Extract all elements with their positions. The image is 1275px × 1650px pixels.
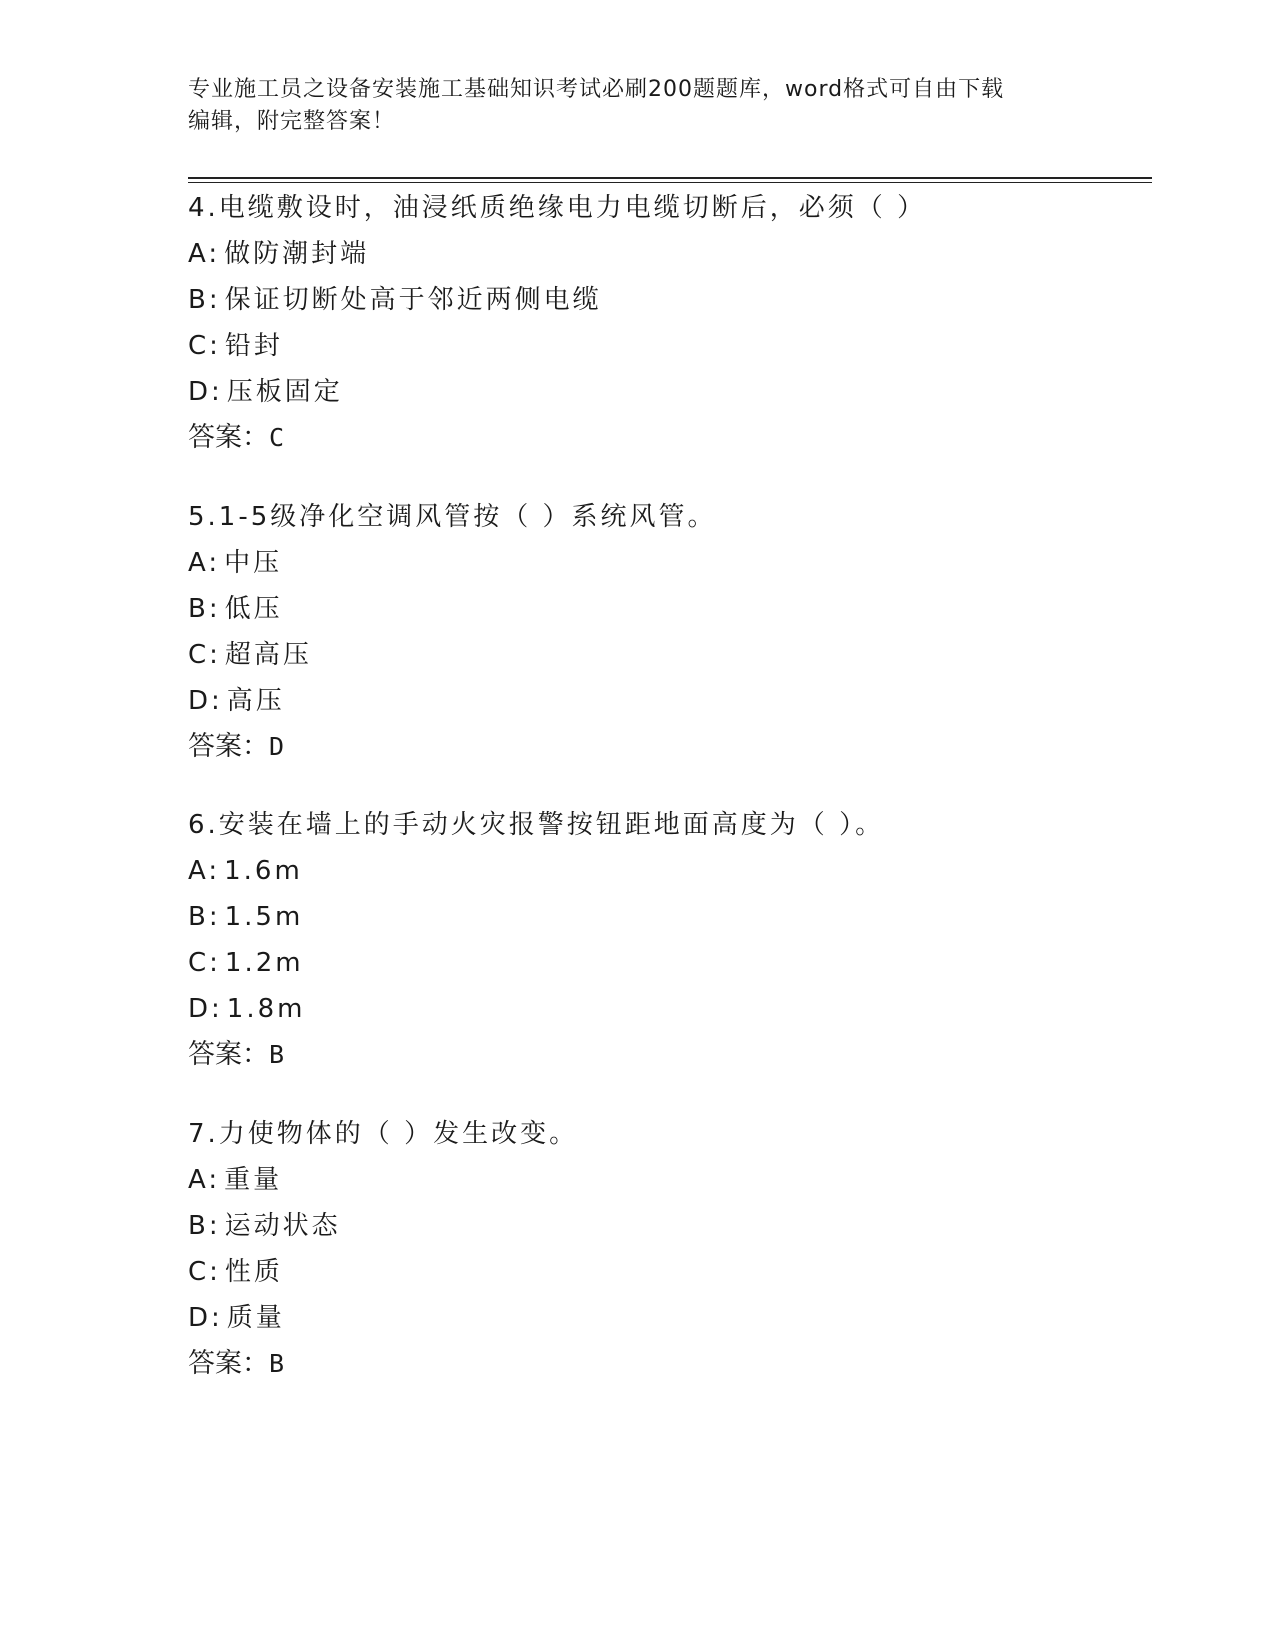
option-text: 保证切断处高于邻近两侧电缆 (224, 285, 602, 315)
option-text: 重量 (224, 1165, 283, 1195)
option-b (188, 894, 1148, 940)
answer-line (188, 415, 1148, 461)
document-header (188, 74, 1088, 138)
option-a (188, 540, 1148, 586)
option-letter: C: (188, 1257, 221, 1287)
option-letter: D: (188, 686, 223, 716)
option-b (188, 277, 1148, 323)
option-d (188, 1295, 1148, 1341)
question-stem: 6.安装在墙上的手动火灾报警按钮距地面高度为（ ）。 (188, 810, 885, 840)
question-block (188, 494, 1148, 770)
option-c (188, 940, 1148, 986)
option-text: 运动状态 (224, 1211, 341, 1241)
option-text: 低压 (224, 594, 283, 624)
option-letter: C: (188, 331, 221, 361)
option-letter: B: (188, 902, 221, 932)
option-a (188, 231, 1148, 277)
answer-line (188, 1341, 1148, 1387)
question-stem: 4.电缆敷设时，油浸纸质绝缘电力电缆切断后，必须（ ） (188, 193, 927, 223)
option-c (188, 1249, 1148, 1295)
header-line-1: 专业施工员之设备安装施工基础知识考试必刷200题题库，word格式可自由下载 (188, 77, 1005, 102)
option-b (188, 586, 1148, 632)
option-letter: A: (188, 548, 221, 578)
option-a (188, 848, 1148, 894)
option-letter: C: (188, 640, 221, 670)
option-letter: D: (188, 377, 223, 407)
header-line-2: 编辑，附完整答案！ (188, 109, 396, 134)
option-text: 1.8m (226, 994, 306, 1024)
answer-value: B (269, 1349, 285, 1378)
question-block (188, 1111, 1148, 1387)
option-text: 超高压 (224, 640, 312, 670)
question-block (188, 802, 1148, 1078)
option-letter: B: (188, 594, 221, 624)
answer-value: C (269, 423, 285, 452)
option-text: 压板固定 (226, 377, 343, 407)
header-divider-thick (188, 177, 1152, 179)
option-letter: B: (188, 1211, 221, 1241)
option-d (188, 369, 1148, 415)
option-text: 1.2m (224, 948, 304, 978)
option-text: 高压 (226, 686, 285, 716)
answer-label: 答案： (188, 731, 269, 762)
question-block (188, 185, 1148, 461)
answer-label: 答案： (188, 422, 269, 453)
answer-label: 答案： (188, 1039, 269, 1070)
header-divider-thin (188, 182, 1152, 183)
option-b (188, 1203, 1148, 1249)
option-letter: C: (188, 948, 221, 978)
option-c (188, 632, 1148, 678)
answer-line (188, 724, 1148, 770)
option-letter: A: (188, 239, 221, 269)
option-text: 铅封 (224, 331, 283, 361)
option-text: 质量 (226, 1303, 285, 1333)
question-stem: 5.1-5级净化空调风管按（ ）系统风管。 (188, 502, 717, 532)
option-text: 中压 (224, 548, 283, 578)
answer-label: 答案： (188, 1348, 269, 1379)
option-text: 1.6m (224, 856, 303, 886)
option-d (188, 986, 1148, 1032)
option-letter: B: (188, 285, 221, 315)
option-text: 性质 (224, 1257, 283, 1287)
option-text: 1.5m (224, 902, 304, 932)
option-letter: D: (188, 1303, 223, 1333)
option-c (188, 323, 1148, 369)
option-letter: A: (188, 856, 221, 886)
question-stem: 7.力使物体的（ ）发生改变。 (188, 1119, 579, 1149)
answer-line (188, 1032, 1148, 1078)
option-a (188, 1157, 1148, 1203)
option-d (188, 678, 1148, 724)
answer-value: D (269, 732, 285, 761)
option-text: 做防潮封端 (224, 239, 370, 269)
option-letter: D: (188, 994, 223, 1024)
option-letter: A: (188, 1165, 221, 1195)
answer-value: B (269, 1040, 285, 1069)
